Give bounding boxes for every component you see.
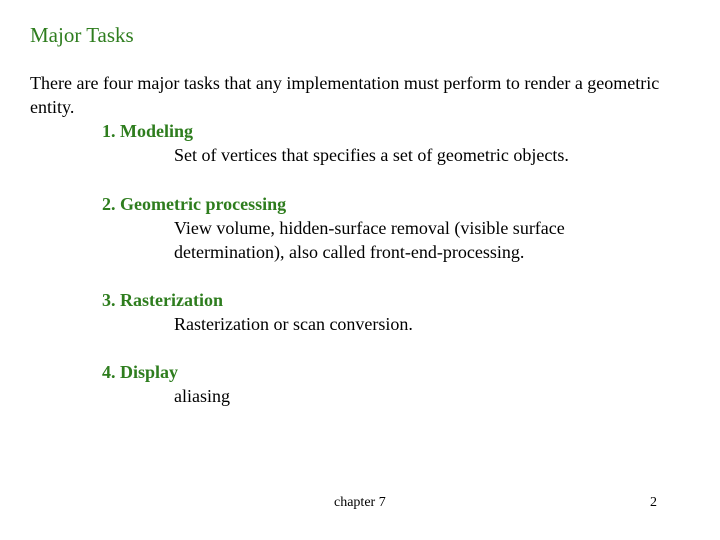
task-description: Set of vertices that specifies a set of geometric objects. <box>174 145 569 165</box>
task-item-modeling <box>102 119 662 167</box>
slide-title: Major Tasks <box>30 23 134 47</box>
task-heading: 3. Rasterization <box>102 290 223 310</box>
footer-page-number: 2 <box>650 495 657 510</box>
task-description: Rasterization or scan conversion. <box>174 314 413 334</box>
task-heading: 4. Display <box>102 362 179 382</box>
intro-paragraph: There are four major tasks that any implementation must perform to render a geometric entity. <box>30 73 660 117</box>
footer-chapter: chapter 7 <box>334 495 386 510</box>
task-heading: 2. Geometric processing <box>102 194 287 214</box>
task-heading: 1. Modeling <box>102 121 194 141</box>
task-item-rasterization <box>102 288 662 336</box>
task-item-geometric-processing <box>102 192 662 264</box>
task-description: View volume, hidden-surface removal (visible surface determination), also called front-end-processing. <box>174 218 565 262</box>
task-description: aliasing <box>174 386 230 406</box>
task-item-display <box>102 360 662 408</box>
